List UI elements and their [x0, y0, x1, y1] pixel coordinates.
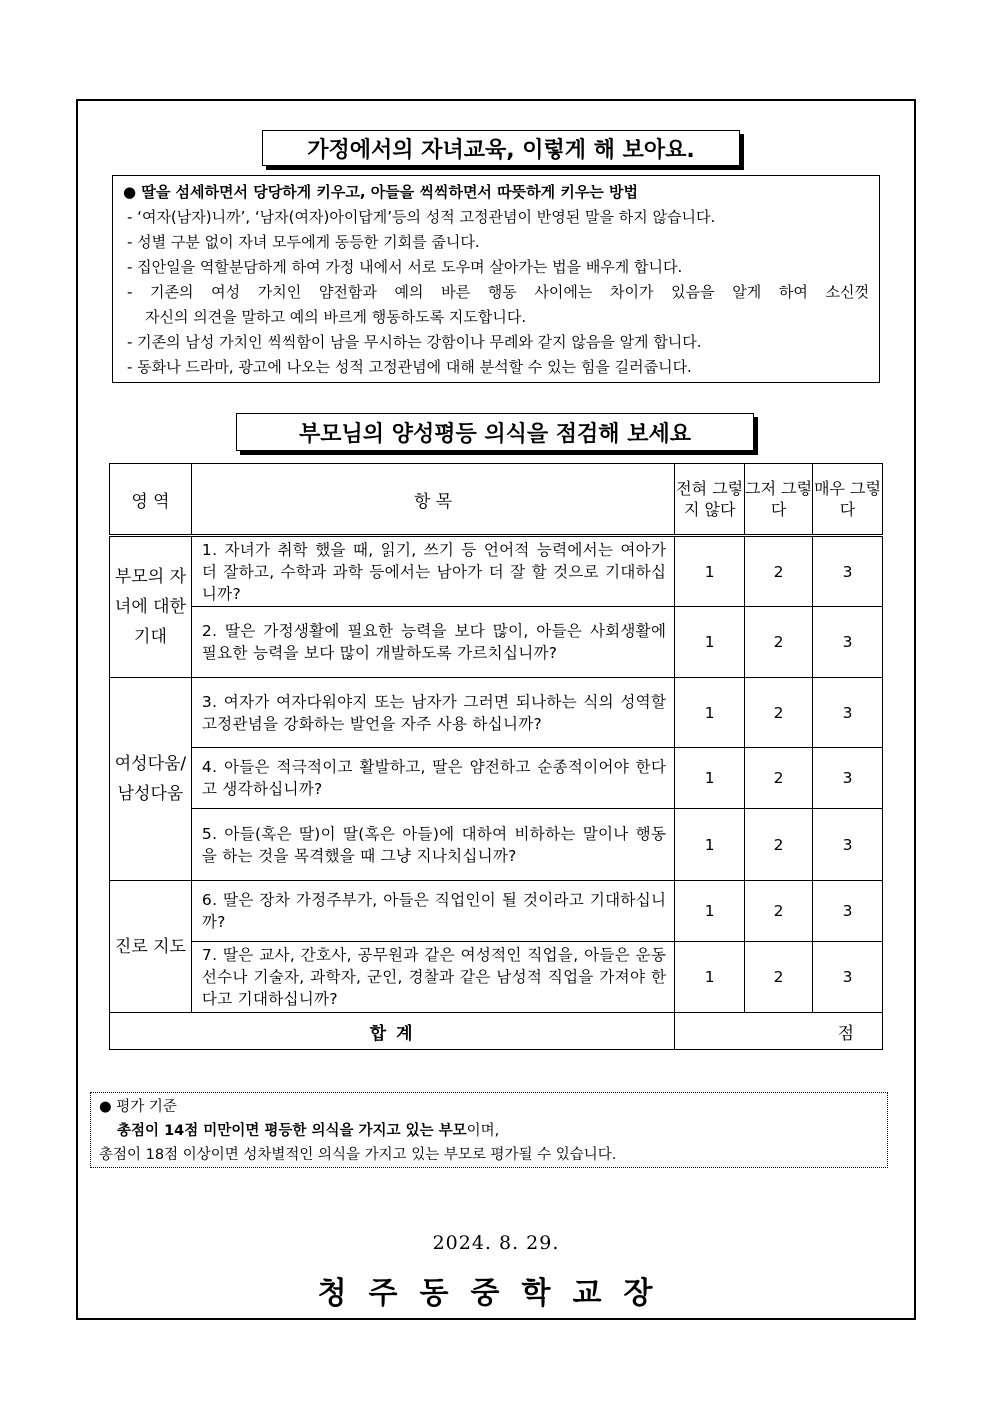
score-3: 3	[813, 809, 883, 881]
score-2: 2	[745, 678, 813, 748]
item-text: 6. 딸은 장차 가정주부가, 아들은 직업인이 될 것이라고 기대하십니까?	[191, 881, 674, 942]
tips-box	[112, 175, 880, 383]
header-not-at-all: 전혀 그렇지 않다	[675, 464, 745, 536]
tips-heading-text: 딸을 섬세하면서 당당하게 키우고, 아들을 씩씩하면서 따뜻하게 키우는 방법	[141, 183, 638, 201]
tip-item: - 성별 구분 없이 자녀 모두에게 동등한 기회를 줍니다.	[127, 233, 480, 251]
table-row	[110, 748, 883, 809]
tip-item: - 집안일을 역할분담하게 하여 가정 내에서 서로 도우며 살아가는 법을 배우게 합니다.	[127, 258, 683, 276]
total-label: 합 계	[110, 1013, 675, 1050]
item-text: 7. 딸은 교사, 간호사, 공무원과 같은 여성적인 직업을, 아들은 운동선수나 기술자, 과학자, 군인, 경찰과 같은 남성적 직업을 가져야 한다고 기대하십니까?	[191, 942, 674, 1013]
tip-item: - 동화나 드라마, 광고에 나오는 성적 고정관념에 대해 분석할 수 있는 힘을 길러줍니다.	[127, 358, 692, 376]
category-cell: 부모의 자녀에 대한 기대	[110, 536, 192, 678]
table-row	[110, 607, 883, 678]
school-principal-signature: 청주동중학교장	[317, 1276, 675, 1311]
bullet-icon: ●	[99, 1099, 112, 1115]
item-text: 2. 딸은 가정생활에 필요한 능력을 보다 많이, 아들은 사회생활에 필요한 능력을 보다 많이 개발하도록 가르치십니까?	[191, 607, 674, 678]
section-title-checklist	[236, 413, 754, 451]
score-3: 3	[813, 942, 883, 1013]
section-title-text: 가정에서의 자녀교육, 이렇게 해 보아요.	[307, 137, 695, 163]
table-row	[110, 536, 883, 607]
category-cell: 진로 지도	[110, 881, 192, 1013]
score-1: 1	[675, 809, 745, 881]
score-3: 3	[813, 536, 883, 607]
score-1: 1	[675, 942, 745, 1013]
score-3: 3	[813, 678, 883, 748]
tips-heading	[123, 180, 879, 205]
header-item: 항 목	[191, 464, 674, 536]
tip-item: - 기존의 여성 가치인 얌전함과 예의 바른 행동 사이에는 차이가 있음을 알게 하여 소신껏	[127, 283, 869, 301]
total-row	[110, 1013, 883, 1050]
score-2: 2	[745, 607, 813, 678]
score-2: 2	[745, 748, 813, 809]
score-1: 1	[675, 881, 745, 942]
category-cell: 여성다움/ 남성다움	[110, 678, 192, 881]
score-3: 3	[813, 881, 883, 942]
criteria-line-1-rest: 이며,	[466, 1123, 500, 1139]
score-2: 2	[745, 942, 813, 1013]
table-header-row	[110, 464, 883, 536]
criteria-heading	[99, 1095, 887, 1119]
header-very-much: 매우 그렇다	[813, 464, 883, 536]
item-text: 3. 여자가 여자다워야지 또는 남자가 그러면 되나하는 식의 성역할 고정관념을 강화하는 발언을 자주 사용 하십니까?	[191, 678, 674, 748]
table-row	[110, 809, 883, 881]
equality-checklist-table	[109, 463, 883, 1050]
evaluation-criteria-box	[90, 1092, 888, 1168]
score-1: 1	[675, 607, 745, 678]
tip-item: - ‘여자(남자)니까’, ‘남자(여자)아이답게’등의 성적 고정관념이 반영된 말을 하지 않습니다.	[127, 208, 716, 226]
table-row	[110, 942, 883, 1013]
document-date: 2024. 8. 29.	[432, 1232, 560, 1254]
score-2: 2	[745, 536, 813, 607]
score-3: 3	[813, 748, 883, 809]
criteria-line-1-bold: 총점이 14점 미만이면 평등한 의식을 가지고 있는 부모	[117, 1123, 467, 1139]
bullet-icon: ●	[123, 183, 137, 201]
criteria-line-2: 총점이 18점 이상이면 성차별적인 의식을 가지고 있는 부모로 평가될 수 있습니다.	[99, 1147, 617, 1163]
item-text: 4. 아들은 적극적이고 활발하고, 딸은 얌전하고 순종적이어야 한다고 생각하십니까?	[191, 748, 674, 809]
item-text: 5. 아들(혹은 딸)이 딸(혹은 아들)에 대하여 비하하는 말이나 행동을 하는 것을 목격했을 때 그냥 지나치십니까?	[191, 809, 674, 881]
tip-item: - 기존의 남성 가치인 씩씩함이 남을 무시하는 강함이나 무례와 같지 않음을 알게 합니다.	[127, 333, 702, 351]
score-1: 1	[675, 536, 745, 607]
table-row	[110, 881, 883, 942]
score-1: 1	[675, 678, 745, 748]
item-text: 1. 자녀가 취학 했을 때, 읽기, 쓰기 등 언어적 능력에서는 여아가 더 잘하고, 수학과 과학 등에서는 남아가 더 잘 할 것으로 기대하십니까?	[191, 536, 674, 607]
criteria-line-1	[99, 1119, 887, 1143]
criteria-heading-text: 평가 기준	[116, 1099, 177, 1115]
header-somewhat: 그저 그렇다	[745, 464, 813, 536]
header-category: 영 역	[110, 464, 192, 536]
total-score-field[interactable]: 점	[675, 1013, 883, 1050]
score-3: 3	[813, 607, 883, 678]
tip-item-continued: 자신의 의견을 말하고 예의 바르게 행동하도록 지도합니다.	[145, 308, 527, 326]
section-title-home-education	[262, 130, 740, 166]
score-1: 1	[675, 748, 745, 809]
score-2: 2	[745, 881, 813, 942]
section-title-text: 부모님의 양성평등 의식을 점검해 보세요	[299, 421, 691, 447]
table-row	[110, 678, 883, 748]
score-2: 2	[745, 809, 813, 881]
